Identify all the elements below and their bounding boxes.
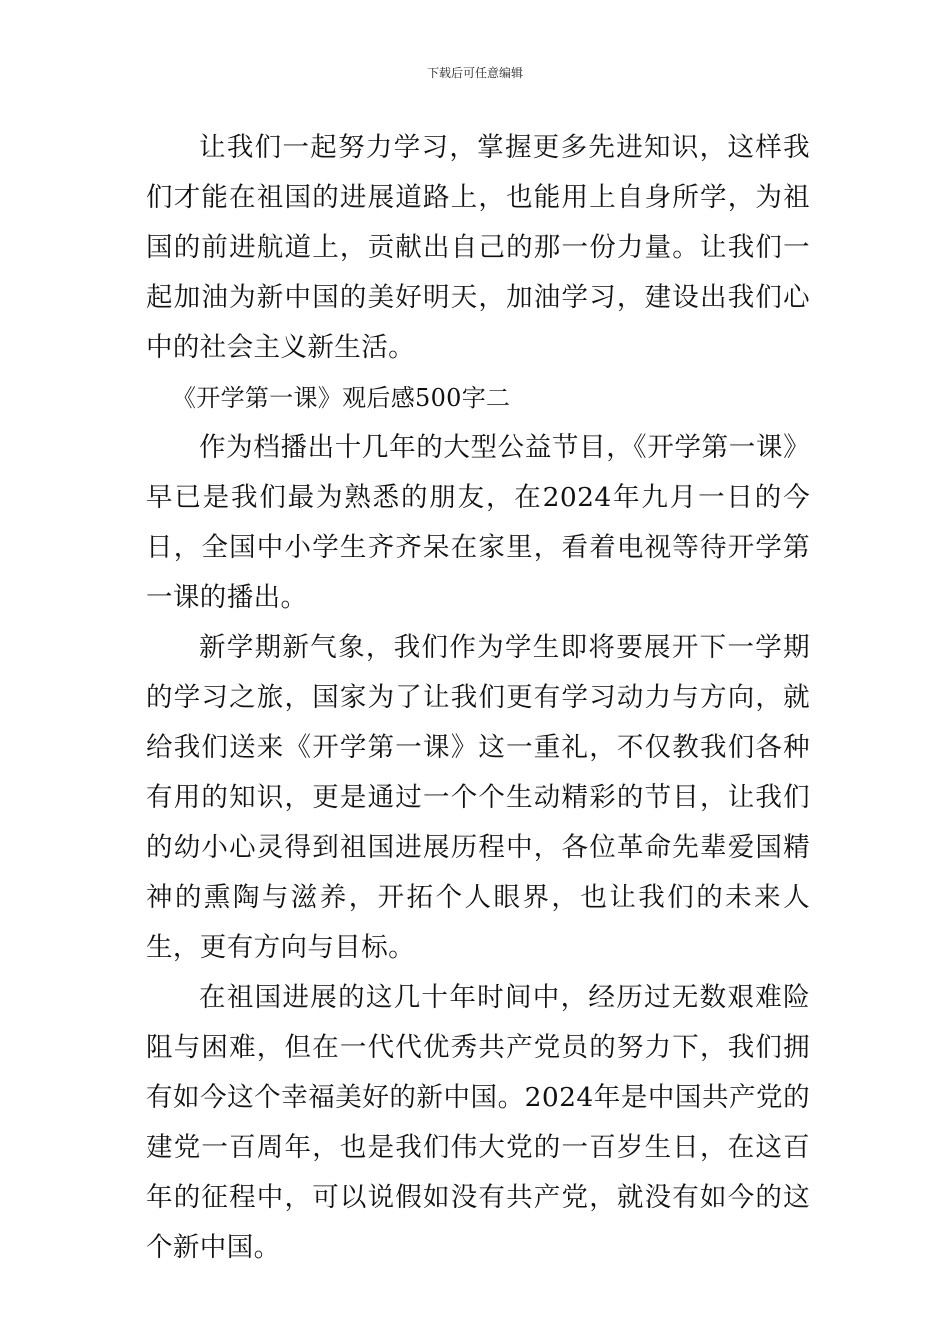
paragraph-program-intro: 作为档播出十几年的大型公益节目，《开学第一课》早已是我们最为熟悉的朋友，在2024年九月一日的今日，全国中小学生齐齐呆在家里，看着电视等待开学第一课的播出。 (146, 432, 810, 613)
document-body (146, 123, 810, 1273)
header-note: 下载后可任意编辑 (426, 66, 523, 80)
paragraph-new-semester: 新学期新气象，我们作为学生即将要展开下一学期的学习之旅，国家为了让我们更有学习动力与方向，就给我们送来《开学第一课》这一重礼，不仅教我们各种有用的知识，更是通过一个个生动精彩的节目，让我们的幼小心灵得到祖国进展历程中，各位革命先辈爱国精神的熏陶与滋养，开拓个人眼界，也让我们的未来人生，更有方向与目标。 (146, 632, 810, 963)
paragraph-closing-call: 让我们一起努力学习，掌握更多先进知识，这样我们才能在祖国的进展道路上，也能用上自身所学，为祖国的前进航道上，贡献出自己的那一份力量。让我们一起加油为新中国的美好明天，加油学习，建设出我们心中的社会主义新生活。 (146, 132, 810, 363)
paragraph-party-history: 在祖国进展的这几十年时间中，经历过无数艰难险阻与困难，但在一代代优秀共产党员的努力下，我们拥有如今这个幸福美好的新中国。2024年是中国共产党的建党一百周年，也是我们伟大党的一百岁生日，在这百年的征程中，可以说假如没有共产党，就没有如今的这个新中国。 (146, 982, 810, 1263)
section-heading: 《开学第一课》观后感500字二 (172, 384, 511, 412)
